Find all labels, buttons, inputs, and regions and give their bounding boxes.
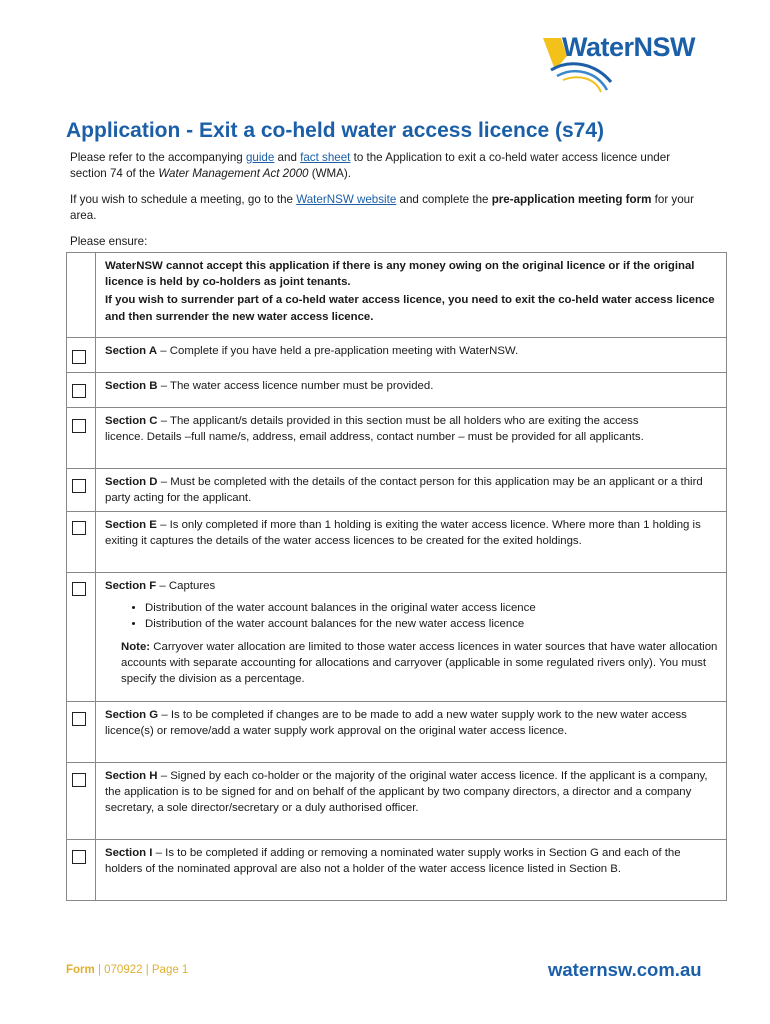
section-f-bullets [105,600,718,632]
section-row-e: Section E – Is only completed if more than 1 holding is exiting the water access licence. Where more than 1 holding is exiting it captures the details of the water access licences to be created for the exited holdings. [67,512,727,573]
section-e-checkbox[interactable] [72,521,86,535]
logo-text: WaterNSW [562,32,696,62]
section-row-i: Section I – Is to be completed if adding or removing a nominated water supply works in Section G and each of the holders of the nominated approval are also not a holder of the water access licence listed in Section B. [67,840,727,901]
section-c-label: Section C [105,415,158,427]
section-h-label: Section H [105,770,158,782]
page-title: Application - Exit a co-held water access licence (s74) [66,119,605,142]
footer-website[interactable]: waternsw.com.au [548,959,702,980]
section-row-h: Section H – Signed by each co-holder or the majority of the original water access licence. If the applicant is a company, the application is to be signed for and on behalf of the applicant by two company directors, a director and a company secretary, a sole director/secretary or a duly authorised officer. [67,763,727,840]
section-row-g: Section G – Is to be completed if changes are to be made to add a new water supply work to the new water access licence(s) or remove/add a water supply work approval on the original water access licence. [67,702,727,763]
footer-form-info: Form | 070922 | Page 1 [66,964,189,976]
section-row-a: Section A – Complete if you have held a pre-application meeting with WaterNSW. [67,338,727,373]
guide-link[interactable]: guide [245,151,275,164]
waternsw-website-link[interactable]: WaterNSW website [296,193,397,206]
section-f-label: Section F [105,580,157,592]
section-i-checkbox[interactable] [72,850,86,864]
section-g-label: Section G [105,709,159,721]
section-b-checkbox[interactable] [72,384,86,398]
section-d-checkbox[interactable] [72,479,86,493]
section-e-label: Section E [105,519,157,531]
notice-row [67,253,727,338]
fact-sheet-link[interactable]: fact sheet [300,151,351,164]
checklist-table [66,252,727,901]
section-f-checkbox[interactable] [72,582,86,596]
section-f-note: Note: Carryover water allocation are limited to those water access licences in water sources that have water allocation accounts with separate accounting for allocations and carryover (applicable in some regulated rivers only). You must specify the division as a percentage. [121,640,718,686]
section-row-c: Section C – The applicant/s details provided in this section must be all holders who are exiting the access licence. Details –full name/s, address, email address, contact number – must be provided for all applicants. [67,408,727,469]
section-h-checkbox[interactable] [72,773,86,787]
section-row-b: Section B – The water access licence number must be provided. [67,373,727,408]
list-item: • Distribution of the water account balances for the new water access licence [145,616,718,632]
section-d-label: Section D [105,476,158,488]
intro-paragraph-2: If you wish to schedule a meeting, go to the WaterNSW website and complete the pre-application meeting form for your area. [70,193,694,222]
section-i-label: Section I [105,847,153,859]
section-row-f: Section F – Captures • Distribution of the water account balances in the original water access licence • Distribution of the water account balances for the new water access licence Note: Carryover water allocation are limited to those water access licences in water sources that have water allocation accounts with separate accounting for allocations and carryover (applicable in some regulated rivers only). You must specify the division as a percentage. [67,573,727,702]
notice-line-2: If you wish to surrender part of a co-held water access licence, you need to exit the co-held water access licence and then surrender the new water access licence. [105,294,715,323]
intro-paragraph-1: Please refer to the accompanying guide and fact sheet to the Application to exit a co-held water access licence under section 74 of the Water Management Act 2000 (WMA). [70,151,671,180]
notice-line-1: WaterNSW cannot accept this application if there is any money owing on the original licence or if the original licence is held by co-holders as joint tenants. [105,260,695,289]
section-g-checkbox[interactable] [72,712,86,726]
section-a-label: Section A [105,345,158,357]
checkbox-column-divider [95,252,96,900]
section-row-d: Section D – Must be completed with the details of the contact person for this application may be an applicant or a third party acting for the applicant. [67,469,727,512]
section-b-label: Section B [105,380,158,392]
section-a-checkbox[interactable] [72,350,86,364]
list-item: • Distribution of the water account balances in the original water access licence [145,600,718,616]
section-c-checkbox[interactable] [72,419,86,433]
please-ensure-label: Please ensure: [70,235,148,248]
